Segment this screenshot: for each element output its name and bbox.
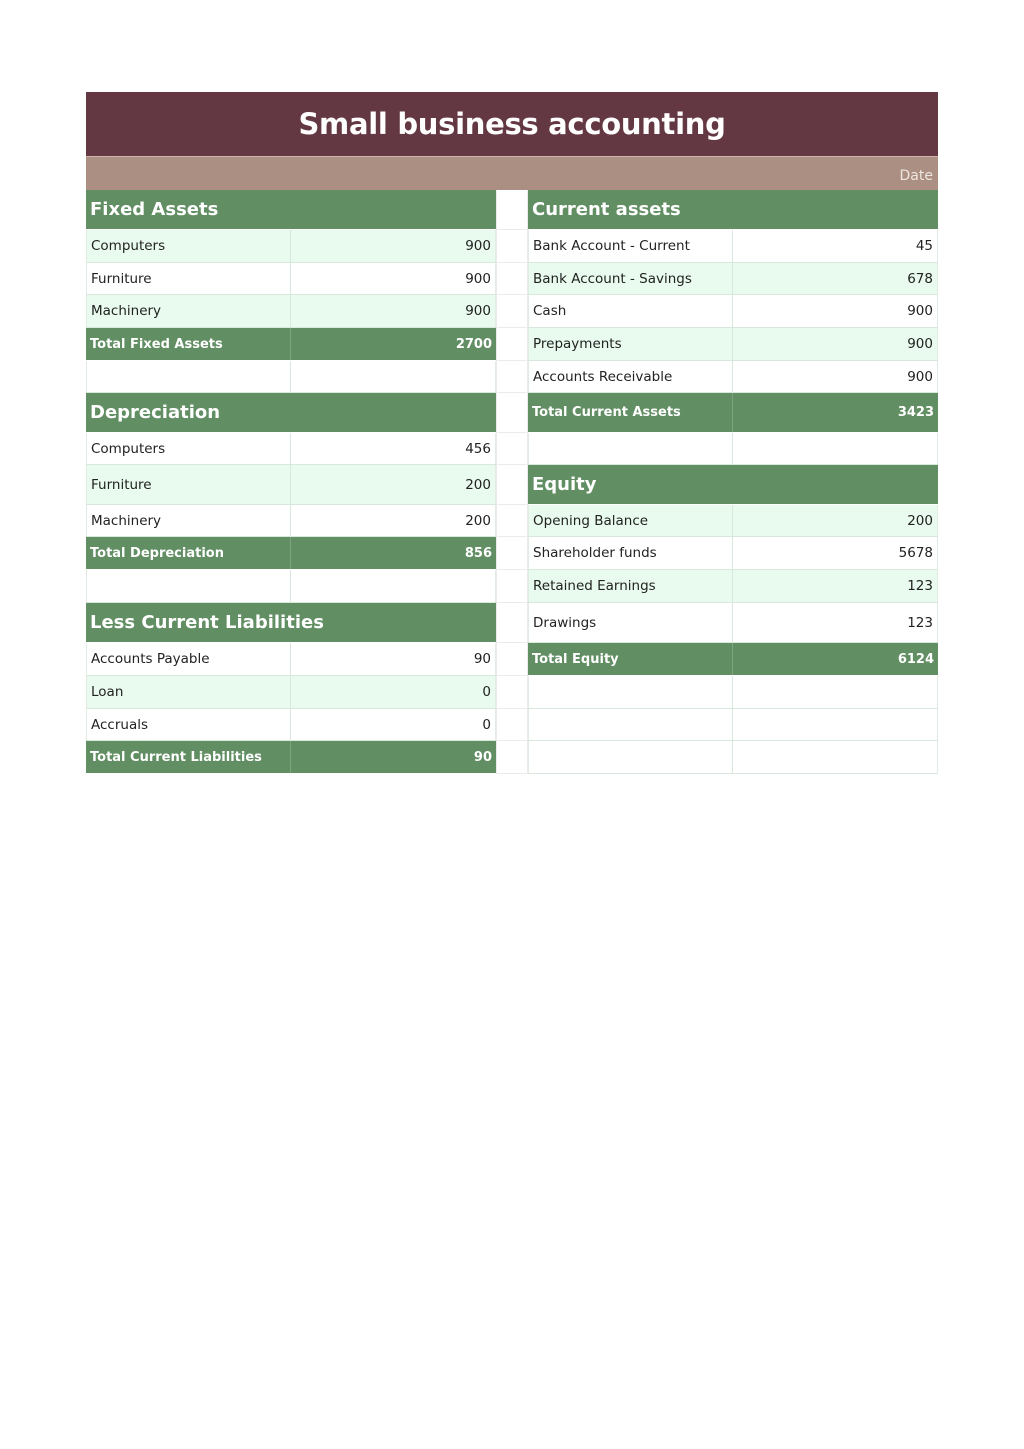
row-label: Furniture: [86, 465, 291, 504]
row-value: 900: [291, 263, 496, 294]
total-value: 2700: [455, 336, 492, 352]
table-row: [528, 295, 938, 328]
total-label: Total Current Liabilities: [86, 741, 291, 773]
sheet-grid: [86, 190, 938, 774]
date-bar: [86, 156, 938, 190]
table-row: [86, 465, 496, 505]
empty-row: [86, 361, 496, 393]
row-label: Loan: [86, 676, 291, 708]
equity-heading: Equity: [532, 474, 597, 495]
table-row: [86, 709, 496, 741]
row-value: 456: [291, 433, 496, 464]
row-value: 123: [733, 570, 938, 602]
fixed-assets-header: [86, 190, 496, 230]
row-label: Shareholder funds: [528, 537, 733, 569]
table-row: [528, 505, 938, 537]
total-label: Total Current Assets: [528, 393, 733, 432]
row-value: 900: [291, 230, 496, 262]
total-row: [86, 741, 496, 774]
empty-row: [528, 433, 938, 465]
table-row: [86, 433, 496, 465]
title-bar: [86, 92, 938, 156]
depreciation-header: [86, 393, 496, 433]
total-label: Total Equity: [528, 643, 733, 675]
equity-header: [528, 465, 938, 505]
liabilities-header: [86, 603, 496, 643]
table-row: [86, 643, 496, 676]
page-title: Small business accounting: [298, 107, 726, 141]
row-value: 678: [733, 263, 938, 294]
row-value: 900: [291, 295, 496, 327]
total-label: Total Fixed Assets: [86, 328, 291, 360]
empty-row: [528, 741, 938, 774]
right-column: [528, 190, 938, 774]
current-assets-header: [528, 190, 938, 230]
table-row: [86, 295, 496, 328]
table-row: [528, 537, 938, 570]
row-label: Drawings: [528, 603, 733, 642]
table-row: [86, 505, 496, 537]
row-label: Accounts Payable: [86, 643, 291, 675]
total-value: 90: [473, 749, 492, 765]
row-value: 200: [291, 505, 496, 536]
empty-row: [528, 676, 938, 709]
row-value: 123: [733, 603, 938, 642]
empty-row: [528, 709, 938, 741]
row-label: Accounts Receivable: [528, 361, 733, 392]
row-label: Retained Earnings: [528, 570, 733, 602]
table-row: [86, 676, 496, 709]
row-value: 0: [291, 709, 496, 740]
row-label: Prepayments: [528, 328, 733, 360]
row-label: Bank Account - Current: [528, 230, 733, 262]
row-value: 900: [733, 295, 938, 327]
total-row: [528, 643, 938, 676]
current-assets-heading: Current assets: [532, 199, 681, 220]
table-row: [528, 570, 938, 603]
row-label: Computers: [86, 433, 291, 464]
row-value: 200: [291, 465, 496, 504]
table-row: [528, 328, 938, 361]
table-row: [528, 361, 938, 393]
total-label: Total Depreciation: [86, 537, 291, 569]
total-value: 856: [464, 545, 492, 561]
total-row: [528, 393, 938, 433]
total-value: 3423: [897, 405, 934, 420]
accounting-sheet: [86, 92, 938, 774]
left-column: [86, 190, 496, 774]
row-label: Computers: [86, 230, 291, 262]
row-value: 900: [733, 361, 938, 392]
table-row: [528, 230, 938, 263]
table-row: [528, 603, 938, 643]
fixed-assets-heading: Fixed Assets: [90, 199, 219, 220]
row-label: Furniture: [86, 263, 291, 294]
depreciation-heading: Depreciation: [90, 402, 221, 423]
row-label: Cash: [528, 295, 733, 327]
spacer-column: [496, 190, 528, 774]
total-row: [86, 328, 496, 361]
row-label: Opening Balance: [528, 505, 733, 536]
total-value: 6124: [897, 651, 934, 667]
row-value: 45: [733, 230, 938, 262]
row-value: 90: [291, 643, 496, 675]
row-label: Machinery: [86, 295, 291, 327]
table-row: [86, 263, 496, 295]
row-value: 900: [733, 328, 938, 360]
total-row: [86, 537, 496, 570]
row-value: 5678: [733, 537, 938, 569]
row-value: 200: [733, 505, 938, 536]
row-label: Machinery: [86, 505, 291, 536]
table-row: [86, 230, 496, 263]
liabilities-heading: Less Current Liabilities: [90, 612, 324, 633]
table-row: [528, 263, 938, 295]
empty-row: [86, 570, 496, 603]
row-value: 0: [291, 676, 496, 708]
row-label: Bank Account - Savings: [528, 263, 733, 294]
date-label: Date: [899, 168, 933, 184]
row-label: Accruals: [86, 709, 291, 740]
